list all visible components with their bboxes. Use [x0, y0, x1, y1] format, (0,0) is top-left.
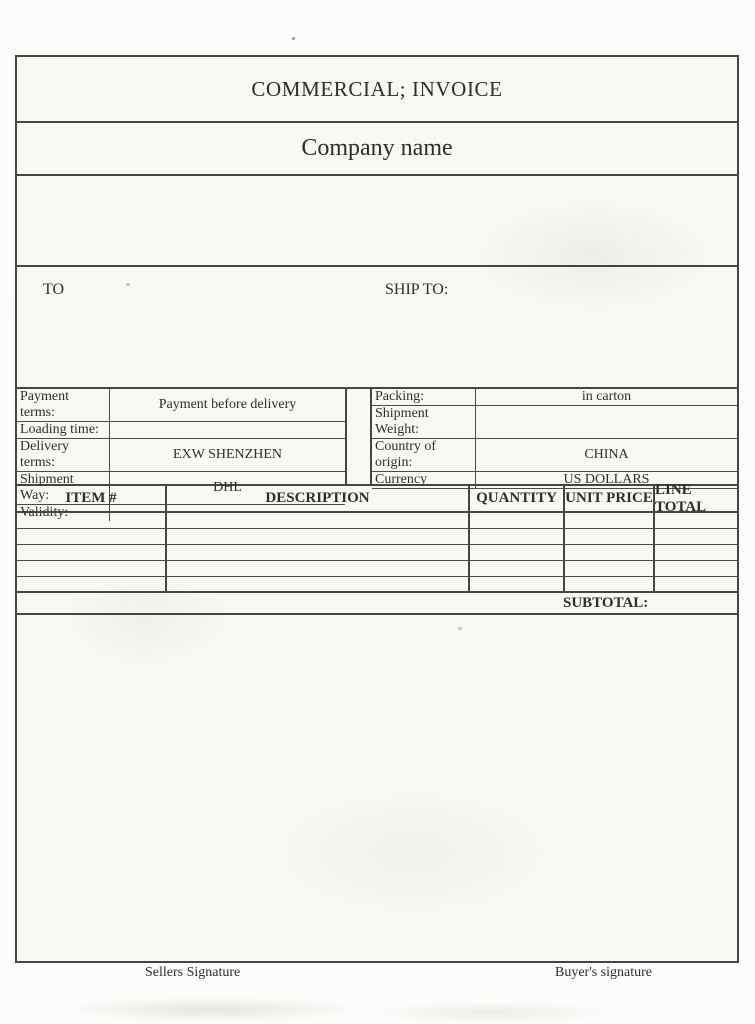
item-cell	[470, 577, 565, 591]
item-cell	[655, 545, 737, 560]
item-row	[17, 577, 737, 593]
terms-label: Delivery terms:	[17, 439, 110, 471]
terms-label: Payment terms:	[17, 389, 110, 421]
terms-value: EXW SHENZHEN	[172, 447, 282, 462]
ship-to-label: SHIP TO:	[385, 281, 449, 298]
terms-row-country-of-origin	[372, 439, 737, 472]
scan-noise-band	[0, 992, 755, 1024]
scan-speck	[126, 283, 130, 286]
item-cell	[565, 529, 655, 544]
terms-label: Shipment Way:	[17, 472, 110, 504]
items-table-header	[17, 481, 737, 515]
terms-value: in carton	[581, 389, 632, 404]
terms-row-delivery-terms	[17, 439, 345, 472]
address-section	[17, 267, 737, 389]
terms-label: Loading time:	[17, 422, 110, 438]
terms-value	[110, 422, 345, 438]
item-row	[17, 529, 737, 545]
item-cell	[167, 561, 470, 576]
remarks-section	[17, 615, 737, 961]
company-name: Company name	[17, 123, 737, 176]
item-cell	[167, 577, 470, 591]
terms-label: Packing:	[372, 389, 476, 405]
terms-row-shipment-weight	[372, 406, 737, 439]
item-cell	[565, 577, 655, 591]
item-row	[17, 561, 737, 577]
header-unit-price: UNIT PRICE	[565, 486, 655, 511]
header-description: DESCRIPTION	[167, 486, 470, 511]
terms-row-payment	[17, 389, 345, 422]
item-cell	[167, 529, 470, 544]
item-cell	[17, 529, 167, 544]
scan-speck	[292, 37, 295, 40]
seller-signature-label: Sellers Signature	[145, 965, 241, 980]
item-cell	[655, 513, 737, 528]
scan-speck	[458, 627, 462, 630]
terms-gap-column	[347, 389, 372, 484]
item-cell	[565, 561, 655, 576]
header-line-total: LINE TOTAL	[655, 481, 707, 515]
terms-value: DHL	[213, 480, 242, 495]
terms-row-loading-time	[17, 422, 345, 439]
terms-value: US DOLLARS	[563, 472, 650, 487]
item-cell	[470, 513, 565, 528]
item-cell	[167, 513, 470, 528]
subtotal-label: SUBTOTAL:	[563, 595, 649, 611]
terms-label: Validity:	[17, 505, 110, 521]
header-item-number: ITEM #	[17, 486, 167, 511]
invoice-document	[15, 55, 739, 963]
item-cell	[17, 577, 167, 591]
item-cell	[655, 577, 737, 591]
item-row	[17, 545, 737, 561]
item-row	[17, 513, 737, 529]
terms-row-packing	[372, 389, 737, 406]
item-cell	[655, 529, 737, 544]
item-cell	[17, 513, 167, 528]
terms-table-right	[372, 389, 737, 487]
buyer-signature-label: Buyer's signature	[555, 965, 653, 980]
item-cell	[565, 513, 655, 528]
terms-value: Payment before delivery	[158, 397, 297, 412]
item-cell	[470, 561, 565, 576]
blank-header-section	[17, 176, 737, 267]
terms-value: CHINA	[584, 447, 629, 462]
item-cell	[470, 529, 565, 544]
to-label: TO	[43, 281, 65, 298]
item-cell	[17, 561, 167, 576]
terms-value	[476, 406, 737, 438]
terms-label: Country of origin:	[372, 439, 476, 471]
document-title: COMMERCIAL; INVOICE	[17, 57, 737, 123]
item-cell	[565, 545, 655, 560]
header-quantity: QUANTITY	[470, 486, 565, 511]
item-cell	[655, 561, 737, 576]
subtotal-row	[17, 593, 737, 615]
terms-label: Shipment Weight:	[372, 406, 476, 438]
item-cell	[167, 545, 470, 560]
item-cell	[17, 545, 167, 560]
item-cell	[470, 545, 565, 560]
terms-label: Currency	[372, 472, 476, 488]
